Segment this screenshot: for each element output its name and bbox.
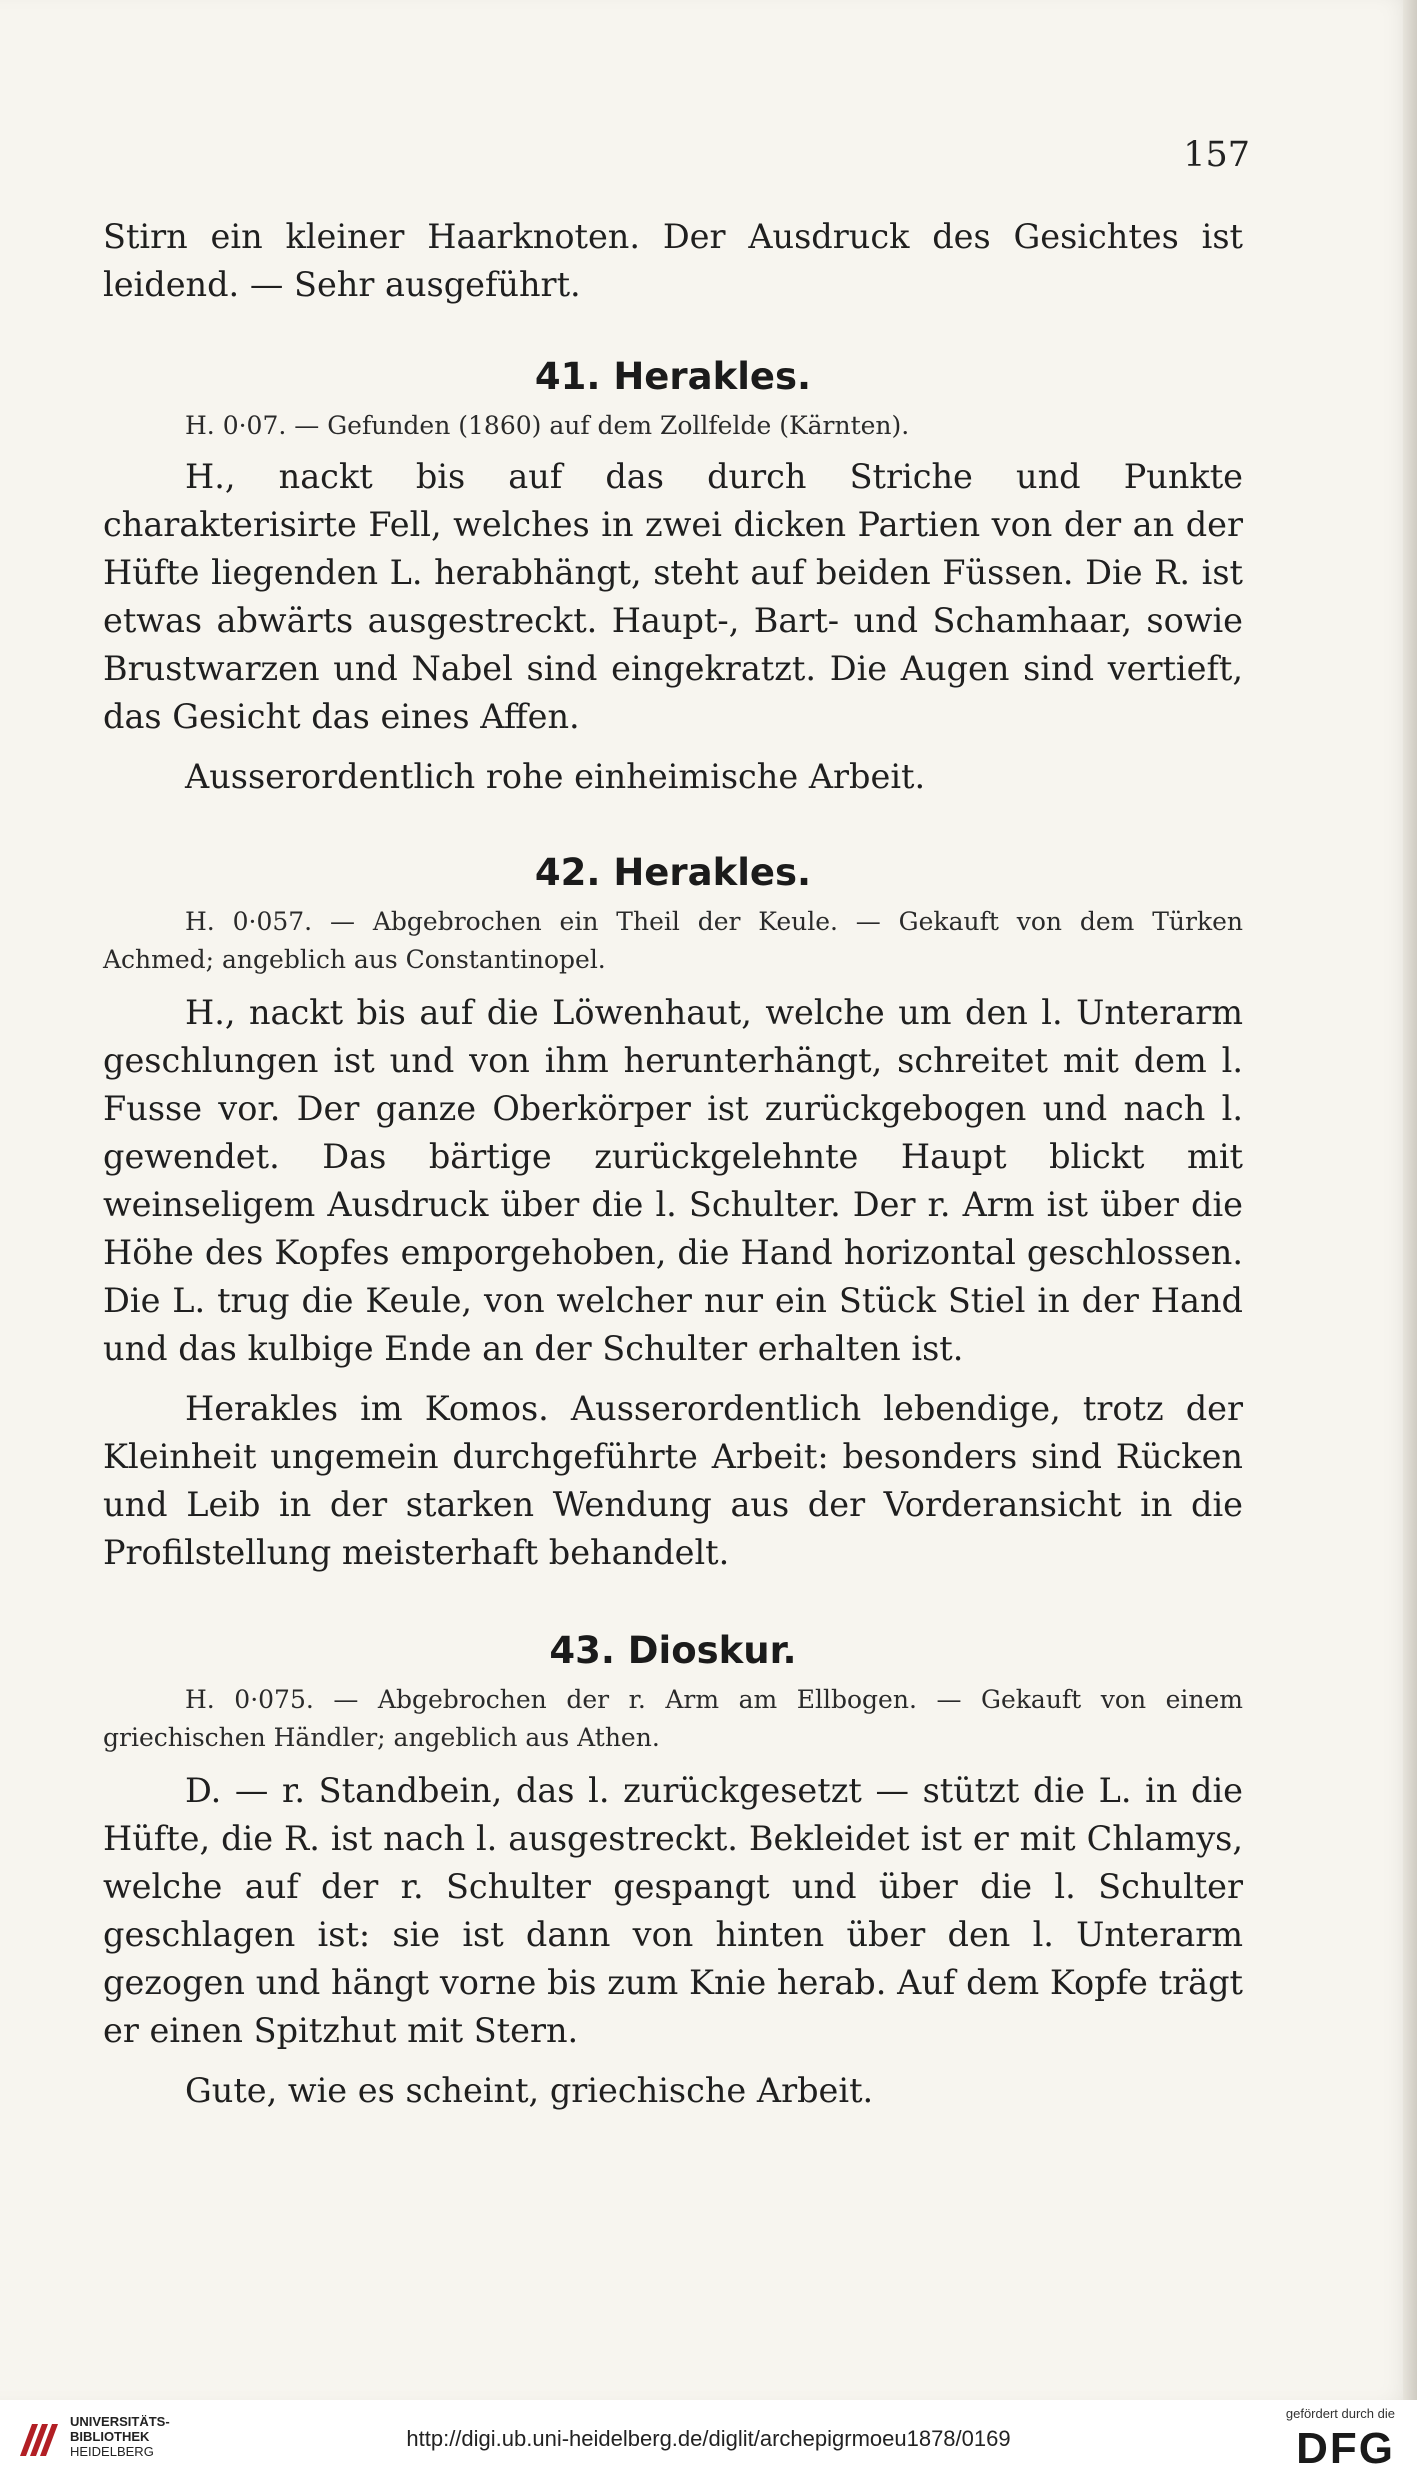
- viewer-footer: [0, 2400, 1417, 2474]
- page-number: 157: [1183, 135, 1250, 175]
- section-heading: 43. Dioskur.: [549, 1629, 797, 1672]
- page-body: [103, 120, 1243, 2115]
- section-43: [103, 1627, 1243, 2115]
- library-name-line: BIBLIOTHEK: [70, 2429, 150, 2444]
- section-paragraph: H., nackt bis auf die Löwenhaut, welche um den l. Unterarm geschlungen ist und von ihm herunterhängt, schreitet mit dem l. Fusse vor. Der ganze Oberkörper ist zurückgebogen und nach l. gewendet. Das bärtige zurückgelehnte Haupt blickt mit weinseligem Ausdruck über die l. Schulter. Der r. Arm ist über die Höhe des Kopfes emporgehoben, die Hand horizontal geschlossen. Die L. trug die Keule, von welcher nur ein Stück Stiel in der Hand und das kulbige Ende an der Schulter erhalten ist.: [103, 993, 1243, 1368]
- section-heading: 42. Herakles.: [534, 851, 812, 894]
- dfg-logo[interactable]: DFG: [1296, 2424, 1395, 2473]
- funding-note: gefördert durch die: [1285, 2406, 1395, 2421]
- section-meta: H. 0·057. — Abgebrochen ein Theil der Keule. — Gekauft von dem Türken Achmed; angeblich aus Constantinopel.: [103, 907, 1243, 974]
- section-meta: H. 0·07. — Gefunden (1860) auf dem Zollfelde (Kärnten).: [185, 411, 910, 440]
- section-42: [103, 849, 1243, 1577]
- library-name-line: UNIVERSITÄTS-: [70, 2414, 170, 2429]
- section-paragraph: Gute, wie es scheint, griechische Arbeit.: [185, 2071, 874, 2110]
- section-paragraph: Herakles im Komos. Ausserordentlich lebendige, trotz der Kleinheit ungemein durchgeführte Arbeit: besonders sind Rücken und Leib in der starken Wendung aus der Vorderansicht in die Profilstellung meisterhaft behandelt.: [103, 1389, 1243, 1572]
- section-heading: 41. Herakles.: [534, 355, 812, 398]
- section-paragraph: D. — r. Standbein, das l. zurückgesetzt — stützt die L. in die Hüfte, die R. ist nach l. ausgestreckt. Bekleidet ist er mit Chlamys, welche auf der r. Schulter gespangt und über die l. Schulter geschlagen ist: sie ist dann von hinten über den l. Unterarm gezogen und hängt vorne bis zum Knie herab. Auf dem Kopfe trägt er einen Spitzhut mit Stern.: [103, 1771, 1243, 2050]
- section-paragraph: Ausserordentlich rohe einheimische Arbeit.: [185, 757, 926, 796]
- section-meta: H. 0·075. — Abgebrochen der r. Arm am Ellbogen. — Gekauft von einem griechischen Händler; angeblich aus Athen.: [103, 1685, 1243, 1752]
- section-paragraph: H., nackt bis auf das durch Striche und Punkte charakterisirte Fell, welches in zwei dicken Partien von der an der Hüfte liegenden L. herabhängt, steht auf beiden Füssen. Die R. ist etwas abwärts ausgestreckt. Haupt-, Bart- und Schamhaar, sowie Brustwarzen und Nabel sind eingekratzt. Die Augen sind vertieft, das Gesicht das eines Affen.: [103, 457, 1243, 736]
- permalink-url[interactable]: http://digi.ub.uni-heidelberg.de/diglit/archepigrmoeu1878/0169: [406, 2426, 1011, 2451]
- library-name-line: HEIDELBERG: [70, 2444, 154, 2459]
- intro-paragraph: Stirn ein kleiner Haarknoten. Der Ausdruck des Gesichtes ist leidend. — Sehr ausgeführt.: [103, 217, 1243, 304]
- section-41: [103, 353, 1243, 801]
- page-edge-shadow: [1403, 0, 1417, 2400]
